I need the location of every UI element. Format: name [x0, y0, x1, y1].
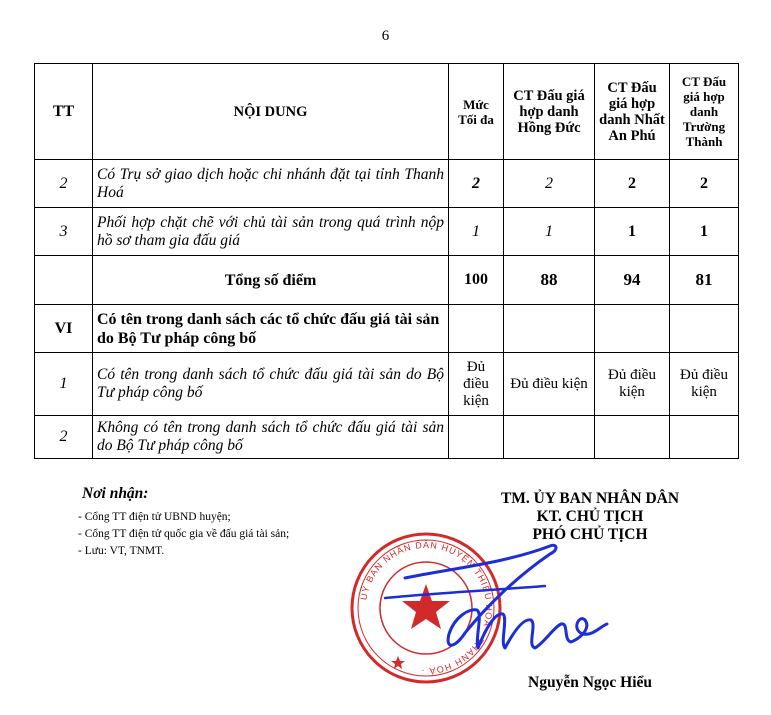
sign-line-3: PHÓ CHỦ TỊCH	[532, 526, 648, 543]
row-score-c	[670, 416, 739, 459]
row-score-b: Đủ điều kiện	[595, 353, 670, 416]
page-number: 6	[381, 28, 390, 44]
recipients-block	[78, 485, 290, 560]
header-tt: TT	[35, 64, 93, 160]
table-row	[35, 353, 739, 416]
header-content: NỘI DUNG	[93, 64, 449, 160]
row-score-a	[504, 416, 595, 459]
total-label: Tổng số điểm	[93, 256, 449, 305]
row-max: Đủ điều kiện	[449, 353, 504, 416]
row-tt: 1	[35, 353, 93, 416]
signer-name: Nguyễn Ngọc Hiểu	[528, 674, 652, 691]
row-content: Có Trụ sở giao dịch hoặc chi nhánh đặt tại tỉnh Thanh Hoá	[93, 160, 449, 208]
header-company-a: CT Đấu giá hợp danh Hồng Đức	[504, 64, 595, 160]
row-score-a: 2	[504, 160, 595, 208]
recipient-item: - Cổng TT điện tử UBND huyện;	[78, 511, 231, 523]
row-content: Phối hợp chặt chẽ với chủ tài sản trong quá trình nộp hồ sơ tham gia đấu giá	[93, 208, 449, 256]
row-max: 1	[449, 208, 504, 256]
section-tt: VI	[35, 305, 93, 353]
sign-line-1: TM. ỦY BAN NHÂN DÂN	[500, 490, 680, 507]
row-score-b	[595, 416, 670, 459]
row-score-a: Đủ điều kiện	[504, 353, 595, 416]
empty-cell	[670, 305, 739, 353]
empty-cell	[449, 305, 504, 353]
table-header-row	[35, 64, 739, 160]
score-table	[34, 63, 739, 459]
empty-cell	[595, 305, 670, 353]
row-score-c: 2	[670, 160, 739, 208]
row-max: 2	[449, 160, 504, 208]
total-row	[35, 256, 739, 305]
header-max: Mức Tối đa	[449, 64, 504, 160]
row-score-b: 1	[595, 208, 670, 256]
header-company-c: CT Đấu giá hợp danh Trường Thành	[670, 64, 739, 160]
section-content: Có tên trong danh sách các tổ chức đấu giá tài sản do Bộ Tư pháp công bố	[93, 305, 449, 353]
row-max	[449, 416, 504, 459]
recipients-title: Nơi nhận:	[82, 485, 149, 502]
row-tt: 3	[35, 208, 93, 256]
row-score-a: 1	[504, 208, 595, 256]
table-row	[35, 208, 739, 256]
table-row	[35, 416, 739, 459]
section-row	[35, 305, 739, 353]
table-row	[35, 160, 739, 208]
recipient-item: - Cổng TT điện tử quốc gia về đấu giá tài sản;	[78, 528, 290, 540]
total-score-b: 94	[595, 256, 670, 305]
header-company-b: CT Đấu giá hợp danh Nhất An Phú	[595, 64, 670, 160]
row-score-c: 1	[670, 208, 739, 256]
row-content: Không có tên trong danh sách tổ chức đấu giá tài sản do Bộ Tư pháp công bố	[93, 416, 449, 459]
total-score-c: 81	[670, 256, 739, 305]
row-content: Có tên trong danh sách tổ chức đấu giá tài sản do Bộ Tư pháp công bố	[93, 353, 449, 416]
sign-line-2: KT. CHỦ TỊCH	[536, 508, 644, 525]
handwritten-signature-icon	[345, 538, 645, 668]
total-max: 100	[449, 256, 504, 305]
svg-text:UỶ BAN NHÂN DÂN HUYỆN THIỆU HO: UỶ BAN NHÂN DÂN HUYỆN THIỆU HOÁ · THANH HOÁ ·	[358, 539, 495, 677]
recipient-item: - Lưu: VT, TNMT.	[78, 545, 165, 557]
empty-cell	[504, 305, 595, 353]
total-score-a: 88	[504, 256, 595, 305]
row-tt: 2	[35, 160, 93, 208]
row-score-b: 2	[595, 160, 670, 208]
row-score-c: Đủ điều kiện	[670, 353, 739, 416]
total-tt-empty	[35, 256, 93, 305]
row-tt: 2	[35, 416, 93, 459]
